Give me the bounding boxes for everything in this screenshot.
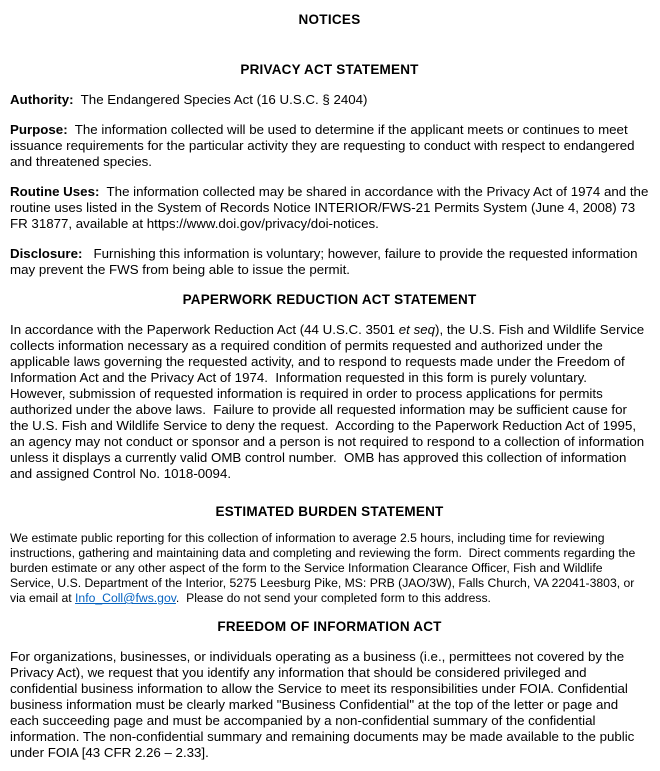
purpose-paragraph — [10, 122, 649, 170]
purpose-text: The information collected will be used to determine if the applicant meets or continues to meet issuance requirements for the particular activity they are requesting to conduct with respect to endangered and threatened species. — [10, 122, 639, 169]
routine-uses-label: Routine Uses: — [10, 184, 100, 199]
burden-paragraph — [10, 531, 649, 606]
burden-text-before-link: We estimate public reporting for this collection of information to average 2.5 hours, including time for reviewing instructions, gathering and maintaining data and completing and reviewing the form. Direct comments regarding the burden estimate or any other aspect of the form to the Service Information Clearance Officer, Fish and Wildlife Service, U.S. Department of the Interior, 5275 Leesburg Pike, MS: PRB (JAO/3W), Falls Church, VA 22041-3803, or via email at — [10, 531, 639, 605]
disclosure-text: Furnishing this information is voluntary; however, failure to provide the requested information may prevent the FWS from being able to issue the permit. — [10, 246, 642, 277]
disclosure-label: Disclosure: — [10, 246, 83, 261]
authority-text: The Endangered Species Act (16 U.S.C. § 2404) — [73, 92, 368, 107]
foia-text: For organizations, businesses, or individuals operating as a business (i.e., permittees not covered by the Privacy Act), we request that you identify any information that should be considered privileged and confidential business information to allow the Service to meet its responsibilities under FOIA. Confidential business information must be clearly marked "Business Confidential" at the top of the letter or page and each succeeding page and must be accompanied by a non-confidential summary of the confidential information. The non-confidential summary and remaining documents may be made available to the public under FOIA [43 CFR 2.26 – 2.33]. — [10, 649, 639, 760]
page-title: NOTICES — [298, 12, 361, 27]
email-link[interactable]: Info_Coll@fws.gov — [75, 591, 176, 605]
paperwork-text-before-italic: In accordance with the Paperwork Reduction Act (44 U.S.C. 3501 — [10, 322, 399, 337]
estimated-burden-heading: ESTIMATED BURDEN STATEMENT — [215, 504, 444, 519]
paperwork-text-after-italic: ), the U.S. Fish and Wildlife Service collects information necessary as a required condition of permits requested and authorized under the applicable laws governing the requested activity, and to respond to requests made under the Freedom of Information Act and the Privacy Act of 1974. Information requested in this form is purely voluntary. However, submission of requested information is required in order to process applications for permits authorized under the above laws. Failure to provide all requested information may be sufficient cause for the U.S. Fish and Wildlife Service to deny the request. According to the Paperwork Reduction Act of 1995, an agency may not conduct or sponsor and a person is not required to respond to a collection of information unless it displays a currently valid OMB control number. OMB has approved this collection of information and assigned Control No. 1018-0094. — [10, 322, 648, 481]
burden-text-after-link: . Please do not send your completed form to this address. — [175, 591, 491, 605]
paperwork-reduction-heading: PAPERWORK REDUCTION ACT STATEMENT — [182, 292, 477, 307]
routine-uses-paragraph — [10, 184, 653, 232]
notices-page — [10, 12, 653, 761]
disclosure-paragraph — [10, 246, 649, 278]
paperwork-paragraph — [10, 322, 649, 482]
authority-paragraph — [10, 92, 649, 108]
paperwork-italic-citation: et seq — [398, 322, 436, 337]
privacy-act-heading: PRIVACY ACT STATEMENT — [240, 62, 419, 77]
purpose-label: Purpose: — [10, 122, 68, 137]
routine-uses-text: The information collected may be shared in accordance with the Privacy Act of 1974 and the routine uses listed in the System of Records Notice INTERIOR/FWS-21 Permits System (June 4, 2008) 73 FR 31877, available at https://www.doi.gov/privacy/doi-notices. — [10, 184, 653, 231]
foia-paragraph — [10, 649, 649, 761]
authority-label: Authority: — [10, 92, 74, 107]
foia-heading: FREEDOM OF INFORMATION ACT — [217, 619, 442, 634]
